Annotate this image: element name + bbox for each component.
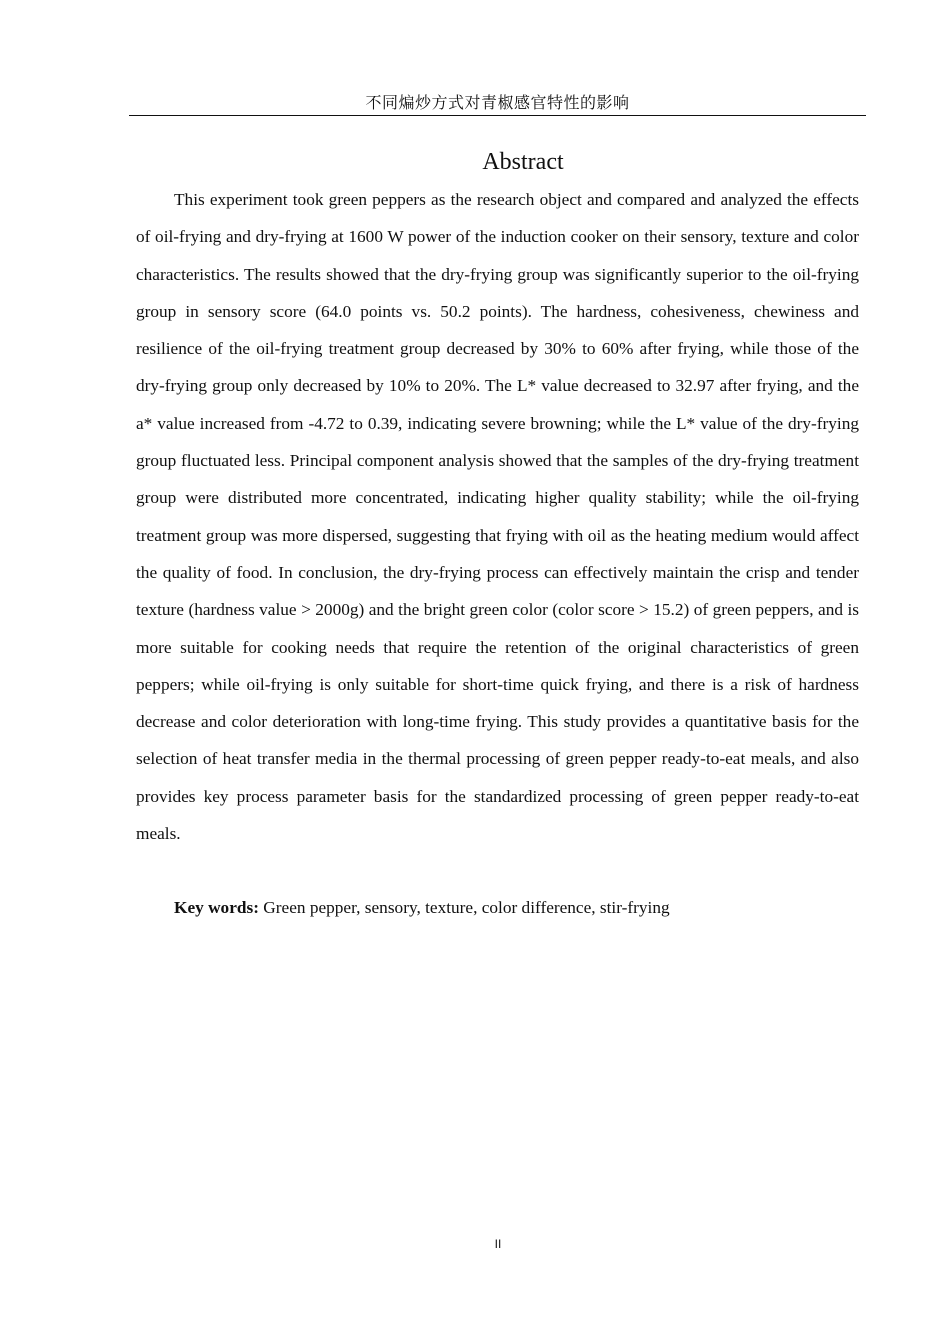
keywords-text: Green pepper, sensory, texture, color difference, stir-frying bbox=[258, 898, 670, 917]
keywords-line bbox=[136, 889, 859, 926]
abstract-body: This experiment took green peppers as the research object and compared and analyzed the effects of oil-frying and dry-frying at 1600 W power of the induction cooker on their sensory, texture and color characteristics. The results showed that the dry-frying group was significantly superior to the oil-frying group in sensory score (64.0 points vs. 50.2 points). The hardness, cohesiveness, chewiness and resilience of the oil-frying treatment group decreased by 30% to 60% after frying, while those of the dry-frying group only decreased by 10% to 20%. The L* value decreased to 32.97 after frying, and the a* value increased from -4.72 to 0.39, indicating severe browning; while the L* value of the dry-frying group fluctuated less. Principal component analysis showed that the samples of the dry-frying treatment group were distributed more concentrated, indicating higher quality stability; while the oil-frying treatment group was more dispersed, suggesting that frying with oil as the heating medium would affect the quality of food. In conclusion, the dry-frying process can effectively maintain the crisp and tender texture (hardness value > 2000g) and the bright green color (color score > 15.2) of green peppers, and is more suitable for cooking needs that require the retention of the original characteristics of green peppers; while oil-frying is only suitable for short-time quick frying, and there is a risk of hardness decrease and color deterioration with long-time frying. This study provides a quantitative basis for the selection of heat transfer media in the thermal processing of green pepper ready-to-eat meals, and also provides key process parameter basis for the standardized processing of green pepper ready-to-eat meals. bbox=[136, 190, 859, 844]
abstract-title: Abstract bbox=[482, 149, 564, 175]
running-header-title: 不同煸炒方式对青椒感官特性的影响 bbox=[365, 93, 630, 112]
keywords-label: Key words: bbox=[174, 898, 259, 917]
header-rule bbox=[129, 115, 866, 116]
page-number: II bbox=[494, 1237, 502, 1251]
